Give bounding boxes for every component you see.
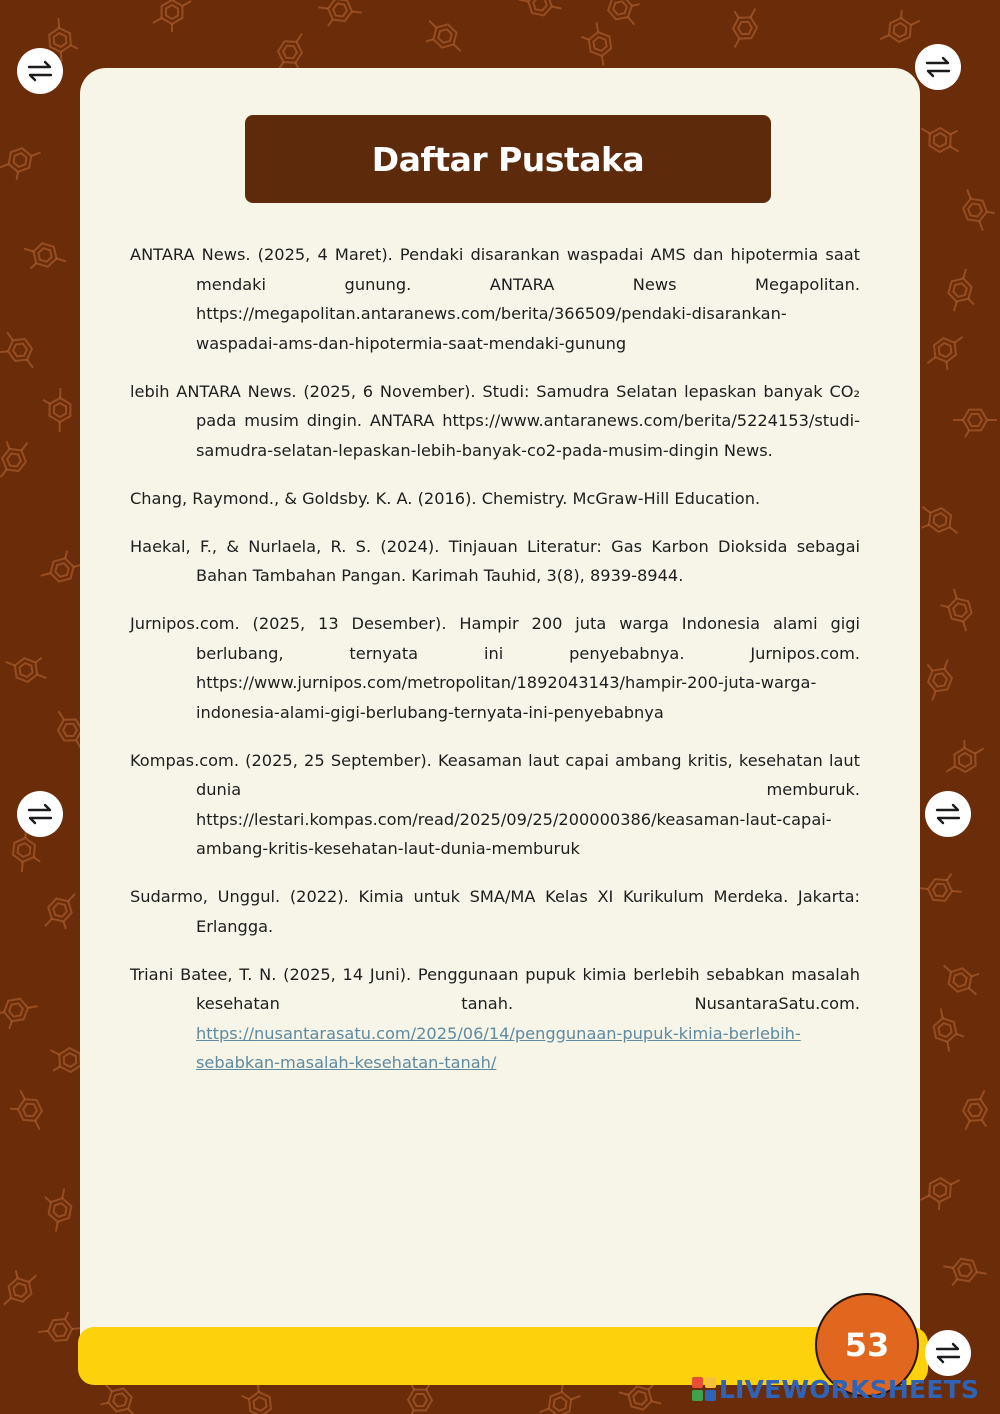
reference-text: Sudarmo, Unggul. (2022). Kimia untuk SMA/MA Kelas XI Kurikulum Merdeka. Jakarta: Erlangga. — [130, 887, 860, 936]
hexagon-molecule-icon — [918, 863, 967, 911]
reference-link[interactable]: https://nusantarasatu.com/2025/06/14/penggunaan-pupuk-kimia-berlebih-sebabkan-masalah-kesehatan-tanah/ — [196, 1023, 801, 1072]
hexagon-molecule-icon — [914, 498, 958, 545]
reference-entry — [130, 484, 860, 514]
hexagon-molecule-icon — [938, 268, 988, 317]
hexagon-molecule-icon — [32, 1183, 81, 1233]
reference-text: Haekal, F., & Nurlaela, R. S. (2024). Tinjauan Literatur: Gas Karbon Dioksida sebagai Bahan Tambahan Pangan. Karimah Tauhid, 3(8), 8939-8944. — [130, 536, 860, 585]
hexagon-molecule-icon — [421, 14, 462, 59]
swap-arrows-icon[interactable] — [17, 48, 63, 94]
hexagon-molecule-icon — [960, 189, 998, 232]
swap-arrows-icon[interactable] — [17, 791, 63, 837]
hexagon-molecule-icon — [41, 546, 86, 587]
reference-entry — [130, 960, 860, 1078]
hexagon-molecule-icon — [17, 233, 66, 283]
watermark-text: LIVEWORKSHEETS — [719, 1374, 980, 1404]
hexagon-molecule-icon — [5, 643, 54, 693]
reference-text: lebih ANTARA News. (2025, 6 November). Studi: Samudra Selatan lepaskan banyak CO₂ pada musim dingin. ANTARA https://www.antaranews.com/berita/5224153/studi-samudra-selatan-lepaskan-lebih-banyak-co2-pada-musim-dingin News. — [130, 381, 860, 460]
reference-text: Chang, Raymond., & Goldsby. K. A. (2016). Chemistry. McGraw-Hill Education. — [130, 488, 761, 508]
hexagon-molecule-icon — [153, 0, 191, 32]
swap-arrows-icon[interactable] — [925, 1330, 971, 1376]
hexagon-molecule-icon — [718, 1, 767, 48]
reference-entry — [130, 882, 860, 941]
hexagon-molecule-icon — [0, 434, 36, 478]
hexagon-molecule-icon — [9, 1090, 44, 1130]
hexagon-molecule-icon — [920, 114, 966, 163]
hexagon-molecule-icon — [605, 0, 644, 29]
hexagon-molecule-icon — [936, 587, 976, 632]
swap-arrows-icon[interactable] — [925, 791, 971, 837]
reference-entry — [130, 377, 860, 466]
hexagon-molecule-icon — [575, 19, 618, 66]
hexagon-molecule-icon — [313, 0, 363, 37]
reference-text: Kompas.com. (2025, 25 September). Keasaman laut capai ambang kritis, kesehatan laut dunia memburuk. https://lestari.kompas.com/read/2025/09/25/200000386/keasaman-laut-capai-ambang-kritis-kesehatan-laut-dunia-memburuk — [130, 750, 860, 858]
hexagon-molecule-icon — [0, 992, 38, 1035]
hexagon-molecule-icon — [953, 1089, 1000, 1137]
reference-list — [130, 240, 860, 1096]
liveworksheets-logo-icon — [692, 1377, 716, 1401]
reference-entry — [130, 532, 860, 591]
hexagon-molecule-icon — [540, 1382, 582, 1414]
hexagon-molecule-icon — [880, 8, 921, 43]
title-banner — [245, 115, 771, 203]
page-number: 53 — [844, 1326, 890, 1364]
hexagon-molecule-icon — [938, 1249, 988, 1298]
hexagon-molecule-icon — [920, 1177, 960, 1211]
reference-entry — [130, 609, 860, 727]
hexagon-molecule-icon — [913, 653, 963, 702]
hexagon-molecule-icon — [518, 0, 568, 26]
hexagon-molecule-icon — [0, 1266, 41, 1305]
hexagon-molecule-icon — [927, 1008, 970, 1054]
hexagon-molecule-icon — [0, 330, 34, 371]
hexagon-molecule-icon — [0, 145, 41, 183]
hexagon-molecule-icon — [925, 336, 967, 372]
hexagon-molecule-icon — [945, 739, 984, 772]
hexagon-molecule-icon — [33, 383, 80, 432]
hexagon-molecule-icon — [943, 956, 985, 1002]
swap-arrows-icon[interactable] — [915, 44, 961, 90]
liveworksheets-watermark[interactable] — [692, 1374, 979, 1404]
reference-text: ANTARA News. (2025, 4 Maret). Pendaki disarankan waspadai AMS dan hipotermia saat mendaki gunung. ANTARA News Megapolitan. https://megapolitan.antaranews.com/berita/366509/pendaki-disarankan-waspadai-ams-dan-hipotermia-saat-mendaki-gunung — [130, 245, 860, 353]
reference-text: Jurnipos.com. (2025, 13 Desember). Hampir 200 juta warga Indonesia alami gigi berlubang, ternyata ini penyebabnya. Jurnipos.com. https://www.jurnipos.com/metropolitan/1892043143/hampir-200-juta-warga-indonesia-alami-gigi-berlubang-ternyata-ini-penyebabnya — [130, 614, 860, 722]
reference-text: Triani Batee, T. N. (2025, 14 Juni). Penggunaan pupuk kimia berlebih sebabkan masalah kesehatan tanah. NusantaraSatu.com. — [130, 964, 860, 1013]
reference-entry — [130, 240, 860, 358]
hexagon-molecule-icon — [38, 893, 84, 935]
page-title: Daftar Pustaka — [371, 139, 645, 179]
hexagon-molecule-icon — [949, 400, 998, 447]
reference-entry — [130, 746, 860, 864]
